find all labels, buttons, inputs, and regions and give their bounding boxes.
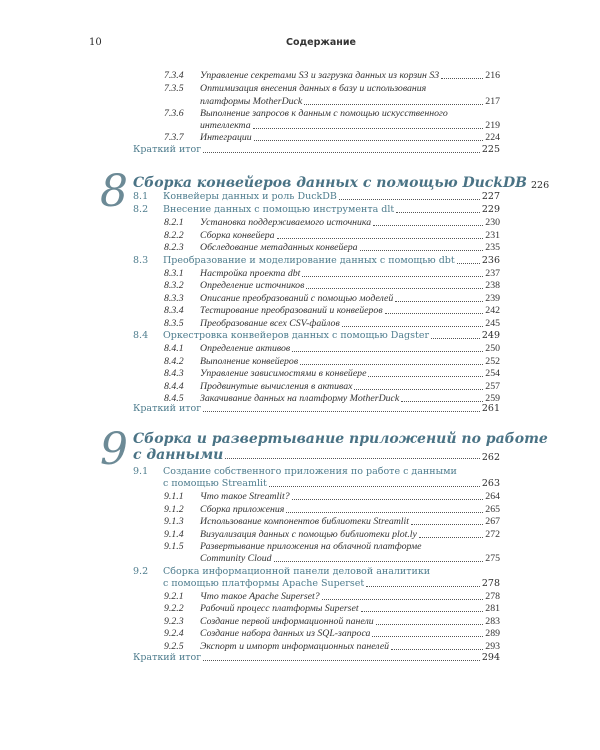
toc-entry[interactable]: 8.2.3 Обследование метаданных конвейера 235 bbox=[164, 242, 500, 253]
toc-entry[interactable]: 8.4.2 Выполнение конвейеров 252 bbox=[164, 355, 500, 367]
chapter-number: 9 bbox=[100, 424, 128, 475]
toc-entry[interactable]: 9.1.2 Сборка приложения 265 bbox=[164, 503, 500, 515]
toc-entry[interactable]: 9.2.1 Что такое Apache Superset? 278 bbox=[164, 590, 500, 602]
toc-entry[interactable]: 8.3.2 Определение источников 238 bbox=[164, 280, 500, 291]
toc-entry[interactable]: 9.2.3 Создание первой информационной панели 283 bbox=[164, 615, 500, 627]
toc-entry[interactable]: с помощью платформы Apache Superset 278 bbox=[163, 577, 500, 589]
chapter-title-line1: Сборка и развертывание приложений по работе bbox=[133, 431, 548, 447]
toc-summary[interactable]: Краткий итог 294 bbox=[133, 652, 500, 663]
toc-entry-line1: 9.1 Создание собственного приложения по работе с данными bbox=[133, 466, 457, 477]
toc-entry[interactable]: 9.2.5 Экспорт и импорт информационных панелей 293 bbox=[164, 640, 500, 652]
toc-entry[interactable]: 8.4.4 Продвинутые вычисления в активах 257 bbox=[164, 380, 500, 392]
toc-entry-number: 7.3.5 bbox=[164, 83, 184, 94]
toc-entry[interactable]: 8.4.1 Определение активов 250 bbox=[164, 343, 500, 354]
toc-entry[interactable]: 8.3.3 Описание преобразований с помощью моделей 239 bbox=[164, 292, 500, 304]
toc-entry[interactable]: 8.3 Преобразование и моделирование данных с помощью dbt 236 bbox=[133, 254, 500, 266]
chapter-title[interactable]: Сборка конвейеров данных с помощью DuckDB 226 bbox=[133, 175, 550, 191]
toc-entry[interactable]: 8.3.4 Тестирование преобразований и конвейеров 242 bbox=[164, 305, 500, 316]
running-title: Содержание bbox=[286, 37, 356, 48]
toc-entry[interactable]: 8.3.5 Преобразование всех CSV-файлов 245 bbox=[164, 317, 500, 329]
toc-entry-line1: 9.1.5 Развертывание приложения на облачной платформе bbox=[164, 541, 422, 552]
chapter-title[interactable]: с данными 262 bbox=[133, 447, 500, 463]
toc-entry[interactable]: с помощью Streamlit 263 bbox=[163, 478, 500, 489]
toc-entry[interactable]: 8.4.3 Управление зависимостями в конвейере 254 bbox=[164, 368, 500, 379]
toc-entry-line1: 9.2 Сборка информационной панели деловой аналитики bbox=[133, 565, 431, 577]
toc-entry[interactable]: 8.2.1 Установка поддерживаемого источника 230 bbox=[164, 217, 500, 228]
toc-summary[interactable]: Краткий итог 261 bbox=[133, 403, 500, 414]
chapter-number: 8 bbox=[100, 166, 128, 217]
toc-entry[interactable]: 8.1 Конвейеры данных и роль DuckDB 227 bbox=[133, 191, 500, 202]
toc-entry-line1: Выполнение запросов к данным с помощью искусственного bbox=[200, 108, 448, 119]
toc-entry[interactable]: 9.2.4 Создание набора данных из SQL-запроса 289 bbox=[164, 628, 500, 639]
toc-entry[interactable]: 8.4.5 Закачивание данных на платформу MotherDuck 259 bbox=[164, 393, 500, 404]
toc-entry[interactable]: 8.2 Внесение данных с помощью инструмента dlt 229 bbox=[133, 204, 500, 215]
toc-entry[interactable]: 9.1.4 Визуализация данных с помощью библиотеки plot.ly 272 bbox=[164, 528, 500, 540]
page-number: 10 bbox=[89, 37, 102, 48]
toc-entry[interactable]: 8.2.2 Сборка конвейера 231 bbox=[164, 229, 500, 241]
toc-entry-line1: Оптимизация внесения данных в базу и использования bbox=[200, 83, 427, 94]
toc-entry[interactable]: 7.3.4 Управление секретами S3 и загрузка данных из корзин S3 216 bbox=[164, 70, 500, 81]
toc-entry[interactable]: 7.3.7 Интеграции 224 bbox=[164, 132, 500, 143]
toc-entry[interactable]: 9.2.2 Рабочий процесс платформы Superset 281 bbox=[164, 603, 500, 614]
toc-entry[interactable]: 8.3.1 Настройка проекта dbt 237 bbox=[164, 267, 500, 279]
toc-entry[interactable]: интеллекта 219 bbox=[200, 120, 500, 131]
toc-entry[interactable]: Community Cloud 275 bbox=[200, 553, 500, 564]
toc-entry[interactable]: 8.4 Оркестровка конвейеров данных с помощью Dagster 249 bbox=[133, 330, 500, 341]
toc-entry[interactable]: платформы MotherDuck 217 bbox=[200, 96, 500, 107]
toc-summary[interactable]: Краткий итог 225 bbox=[133, 144, 500, 155]
toc-entry-number: 7.3.6 bbox=[164, 108, 184, 119]
toc-entry[interactable]: 9.1.3 Использование компонентов библиотеки Streamlit 267 bbox=[164, 516, 500, 527]
toc-entry[interactable]: 9.1.1 Что такое Streamlit? 264 bbox=[164, 491, 500, 502]
